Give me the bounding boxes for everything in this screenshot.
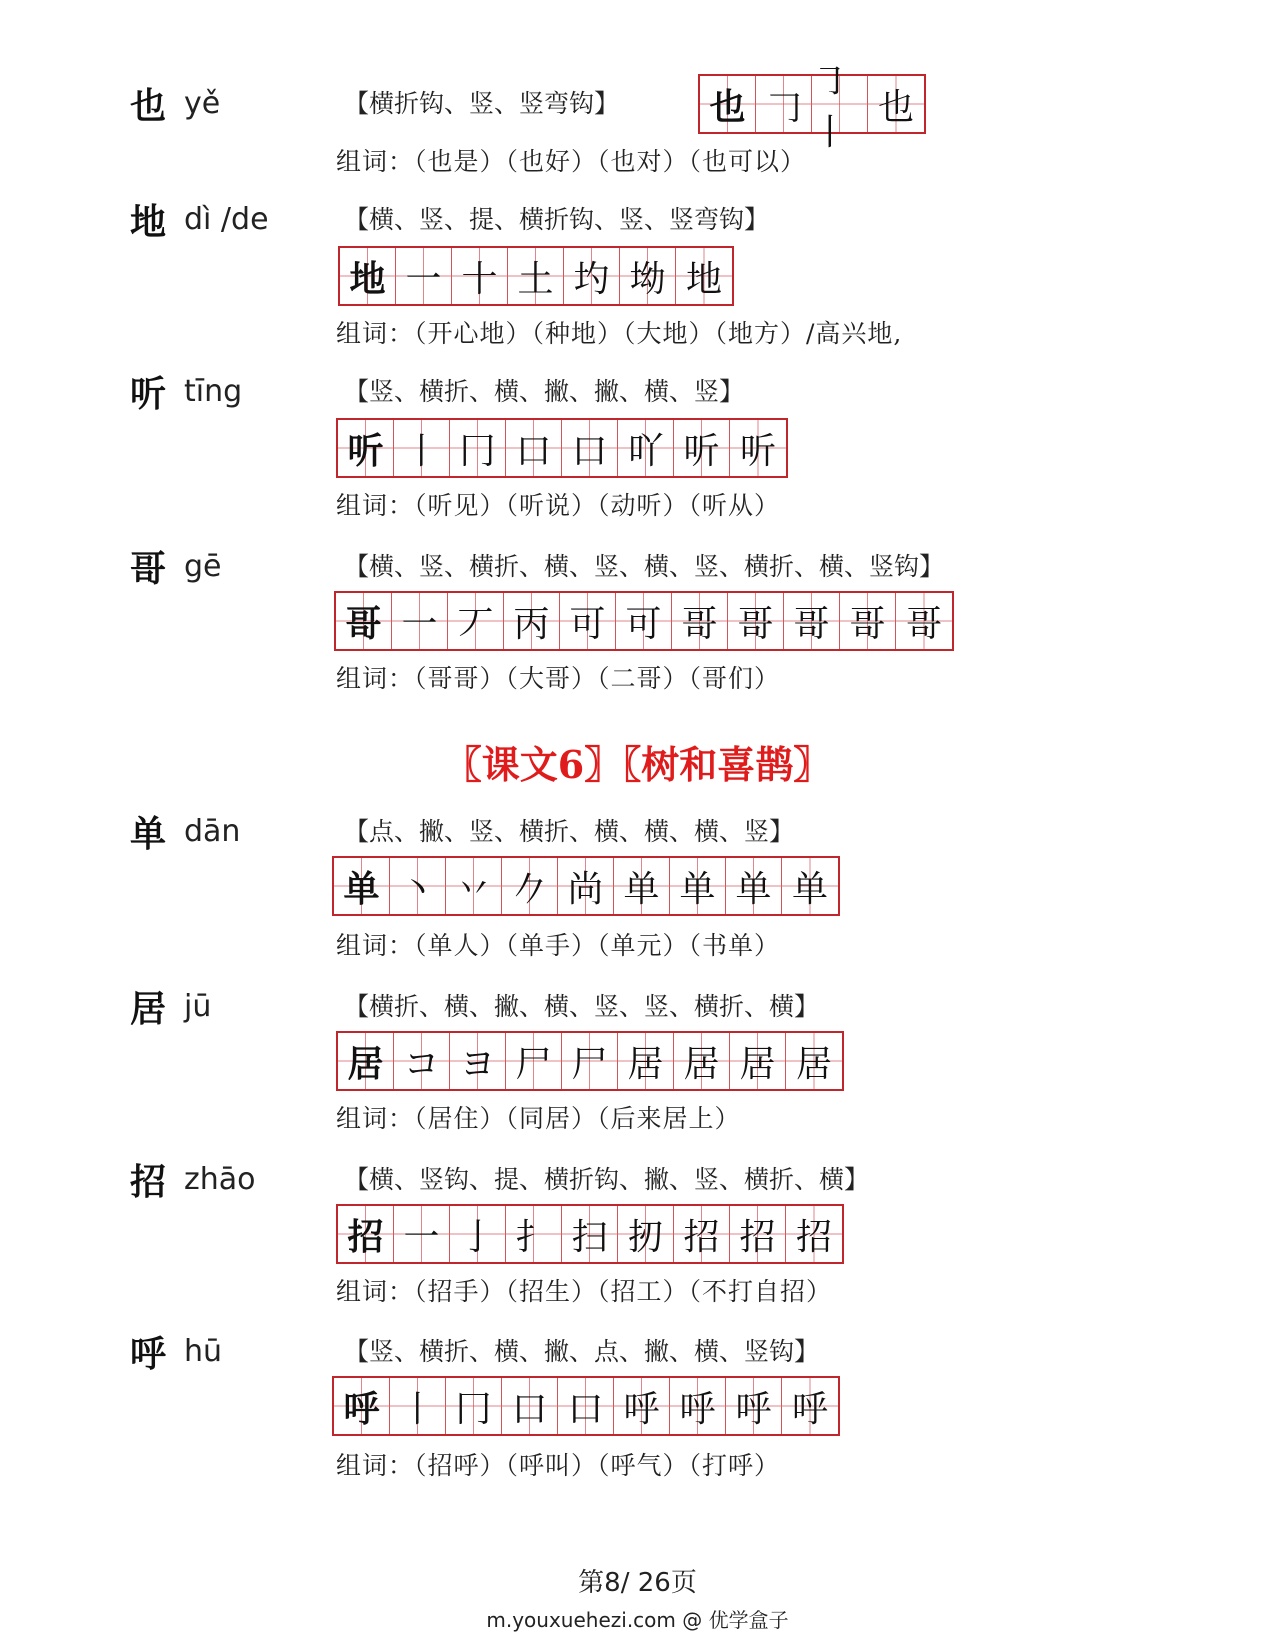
character: 居: [130, 988, 167, 1030]
stroke-cell: 招: [786, 1206, 842, 1262]
stroke-cell: 听: [338, 420, 394, 476]
word-examples: 组词：（哥哥）（大哥）（二哥）（哥们）: [336, 664, 781, 693]
lesson-heading: 〖课文6〗〖树和喜鹊〗: [443, 742, 832, 787]
stroke-cell: 单: [614, 858, 670, 914]
stroke-cell: 哥: [672, 593, 728, 649]
stroke-cell: 单: [726, 858, 782, 914]
word-examples: 组词：（居住）（同居）（后来居上）: [336, 1104, 741, 1133]
character: 单: [130, 813, 167, 855]
stroke-cell: ヨ: [450, 1033, 506, 1089]
stroke-order-grid: [336, 418, 788, 478]
stroke-list: 【竖、横折、横、撇、撇、横、竖】: [344, 377, 745, 406]
character: 地: [130, 201, 167, 243]
stroke-cell: 十: [452, 248, 508, 304]
stroke-list: 【横、竖、横折、横、竖、横、竖、横折、横、竖钩】: [344, 552, 945, 581]
stroke-cell: 居: [786, 1033, 842, 1089]
stroke-order-grid: [332, 856, 840, 916]
stroke-order-grid: [336, 1031, 844, 1091]
stroke-cell: 呼: [334, 1378, 390, 1434]
pinyin: yě: [184, 86, 221, 121]
stroke-cell: 丶: [390, 858, 446, 914]
word-examples: 组词：（也是）（也好）（也对）（也可以）: [336, 147, 807, 176]
stroke-cell: 口: [506, 420, 562, 476]
stroke-cell: 呼: [726, 1378, 782, 1434]
stroke-cell: ㇆丨: [812, 76, 868, 132]
stroke-cell: 坳: [620, 248, 676, 304]
stroke-cell: 居: [730, 1033, 786, 1089]
stroke-cell: 哥: [784, 593, 840, 649]
stroke-cell: コ: [394, 1033, 450, 1089]
stroke-cell: 圴: [564, 248, 620, 304]
stroke-cell: 尚: [558, 858, 614, 914]
pinyin: tīng: [184, 374, 243, 409]
stroke-cell: 尸: [506, 1033, 562, 1089]
stroke-cell: 可: [560, 593, 616, 649]
stroke-cell: 𠂊: [502, 858, 558, 914]
stroke-cell: 吖: [618, 420, 674, 476]
character: 也: [130, 85, 167, 127]
stroke-cell: 丙: [504, 593, 560, 649]
stroke-cell: 一: [394, 1206, 450, 1262]
character: 招: [130, 1161, 167, 1203]
stroke-cell: 扌: [506, 1206, 562, 1262]
stroke-order-grid: [332, 1376, 840, 1436]
stroke-cell: 招: [338, 1206, 394, 1262]
pinyin: hū: [184, 1334, 223, 1369]
stroke-cell: 哥: [896, 593, 952, 649]
stroke-cell: 扨: [618, 1206, 674, 1262]
stroke-cell: 冂: [450, 420, 506, 476]
word-examples: 组词：（招手）（招生）（招工）（不打自招）: [336, 1277, 833, 1306]
stroke-cell: 丆: [448, 593, 504, 649]
word-examples: 组词：（听见）（听说）（动听）（听从）: [336, 491, 781, 520]
word-examples: 组词：（招呼）（呼叫）（呼气）（打呼）: [336, 1451, 781, 1480]
stroke-cell: 单: [782, 858, 838, 914]
stroke-list: 【横折、横、撇、横、竖、竖、横折、横】: [344, 992, 820, 1021]
stroke-cell: 一: [392, 593, 448, 649]
stroke-cell: 口: [502, 1378, 558, 1434]
pinyin: dān: [184, 814, 241, 849]
stroke-order-grid: [334, 591, 954, 651]
stroke-list: 【横、竖、提、横折钩、竖、竖弯钩】: [344, 205, 770, 234]
stroke-cell: 土: [508, 248, 564, 304]
stroke-list: 【横、竖钩、提、横折钩、撇、竖、横折、横】: [344, 1165, 870, 1194]
stroke-cell: 口: [562, 420, 618, 476]
stroke-cell: 呼: [782, 1378, 838, 1434]
page-number: 第8/ 26页: [578, 1568, 697, 1598]
character: 呼: [130, 1333, 167, 1375]
stroke-cell: 可: [616, 593, 672, 649]
stroke-cell: 亅: [450, 1206, 506, 1262]
stroke-cell: 居: [618, 1033, 674, 1089]
stroke-cell: 哥: [336, 593, 392, 649]
pinyin: gē: [184, 549, 222, 584]
stroke-cell: 丨: [390, 1378, 446, 1434]
stroke-cell: 一: [396, 248, 452, 304]
pinyin: jū: [184, 989, 212, 1024]
stroke-cell: 口: [558, 1378, 614, 1434]
stroke-order-grid: [338, 246, 734, 306]
stroke-cell: 呼: [614, 1378, 670, 1434]
stroke-cell: 居: [674, 1033, 730, 1089]
stroke-cell: 哥: [840, 593, 896, 649]
stroke-cell: 丷: [446, 858, 502, 914]
stroke-cell: 也: [868, 76, 924, 132]
pinyin: zhāo: [184, 1162, 256, 1197]
stroke-list: 【横折钩、竖、竖弯钩】: [344, 89, 620, 118]
stroke-list: 【点、撇、竖、横折、横、横、横、竖】: [344, 817, 795, 846]
site-credit: m.youxuehezi.com @ 优学盒子: [486, 1608, 789, 1632]
stroke-cell: 哥: [728, 593, 784, 649]
stroke-cell: 单: [334, 858, 390, 914]
stroke-cell: 呼: [670, 1378, 726, 1434]
stroke-cell: 招: [730, 1206, 786, 1262]
character: 哥: [130, 548, 167, 590]
stroke-cell: 听: [674, 420, 730, 476]
stroke-list: 【竖、横折、横、撇、点、撇、横、竖钩】: [344, 1337, 820, 1366]
word-examples: 组词：（单人）（单手）（单元）（书单）: [336, 931, 781, 960]
character: 听: [130, 373, 167, 415]
stroke-cell: 丨: [394, 420, 450, 476]
word-examples: 组词：（开心地）（种地）（大地）（地方）/高兴地,: [336, 319, 903, 348]
stroke-cell: 扫: [562, 1206, 618, 1262]
stroke-cell: 𠃌: [756, 76, 812, 132]
pinyin: dì /de: [184, 202, 269, 237]
stroke-cell: 尸: [562, 1033, 618, 1089]
stroke-cell: 也: [700, 76, 756, 132]
stroke-cell: 单: [670, 858, 726, 914]
stroke-cell: 地: [340, 248, 396, 304]
stroke-cell: 冂: [446, 1378, 502, 1434]
stroke-order-grid: [698, 61, 926, 153]
stroke-cell: 听: [730, 420, 786, 476]
stroke-cell: 地: [676, 248, 732, 304]
stroke-order-grid: [336, 1204, 844, 1264]
stroke-cell: 招: [674, 1206, 730, 1262]
stroke-cell: 居: [338, 1033, 394, 1089]
